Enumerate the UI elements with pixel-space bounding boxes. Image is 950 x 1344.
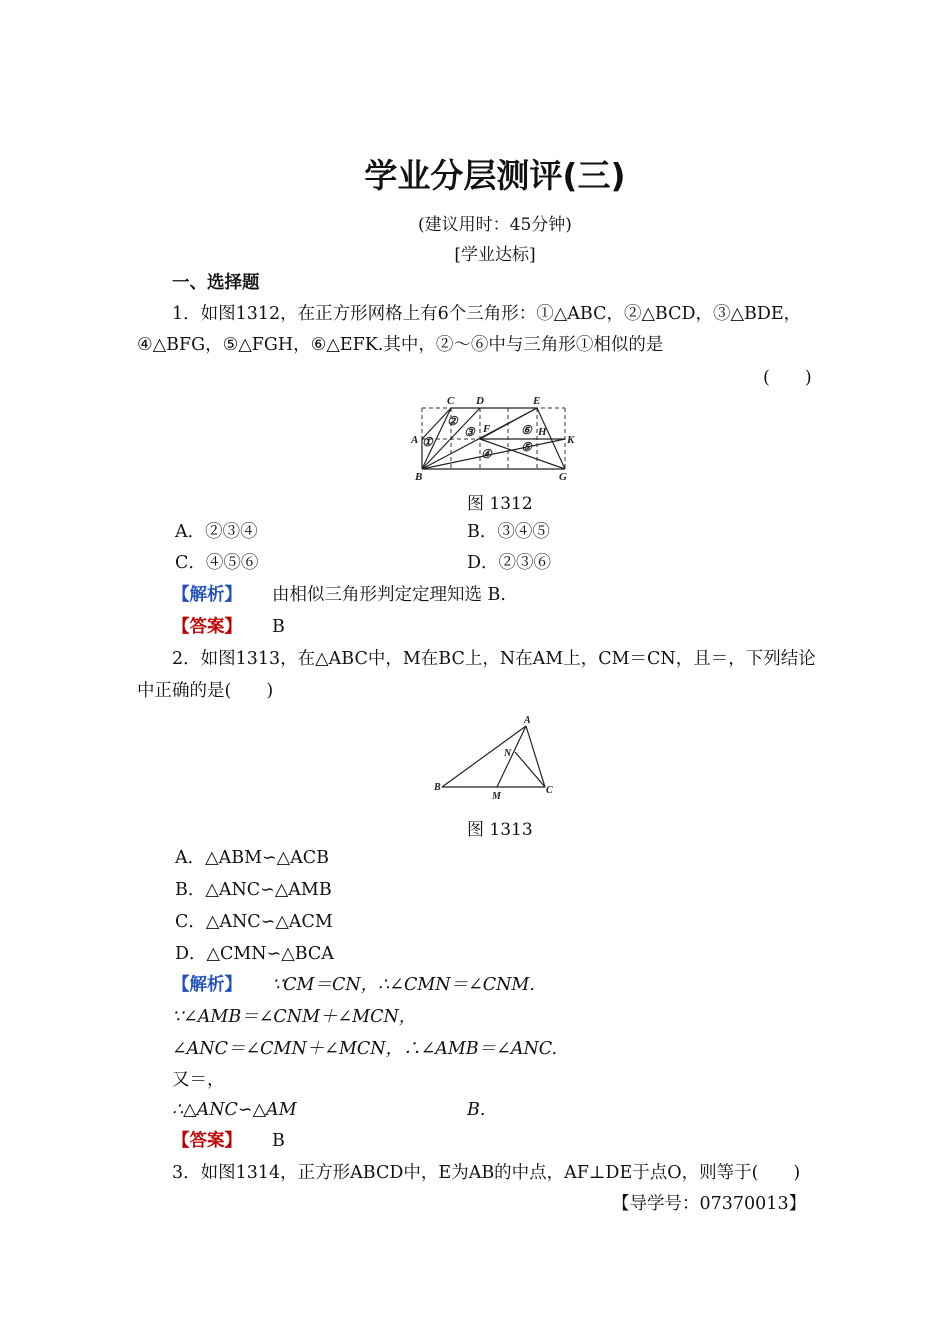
- fig2-label: N: [504, 748, 512, 759]
- fig1-label: A: [411, 434, 419, 446]
- fig2-label: B: [434, 782, 441, 793]
- figure-1313-caption: 图 1313: [467, 820, 533, 840]
- fig1-label: K: [567, 434, 575, 446]
- q2-option-b: B．△ANC∽△AMB: [175, 880, 332, 900]
- fig2-label: A: [524, 715, 531, 726]
- q2-analysis-line: ∠ANC＝∠CMN＋∠MCN，∴∠AMB＝∠ANC.: [172, 1039, 558, 1059]
- fig1-region: ①: [422, 435, 433, 449]
- figure-1312: [405, 390, 585, 485]
- q1-option-c: C．④⑤⑥: [175, 553, 259, 573]
- q2-option-d: D．△CMN∽△BCA: [175, 944, 334, 964]
- q2-option-a: A．△ABM∽△ACB: [175, 848, 330, 868]
- fig1-label: D: [476, 395, 484, 407]
- q2-analysis-tail: B.: [467, 1100, 486, 1120]
- fig1-label: H: [538, 426, 547, 438]
- fig1-label: E: [533, 395, 541, 407]
- fig1-region: ⑤: [521, 440, 532, 454]
- q2-answer-label: 【答案】: [172, 1131, 242, 1151]
- q1-line-1: 1．如图1312，在正方形网格上有6个三角形：①△ABC，②△BCD，③△BDE，: [172, 304, 802, 324]
- q1-line-2: ④△BFG，⑤△FGH，⑥△EFK.其中，②～⑥中与三角形①相似的是: [137, 335, 664, 355]
- q3-line-1: 3．如图1314，正方形ABCD中，E为AB的中点，AF⊥DE于点O，则等于( ): [172, 1163, 801, 1183]
- fig1-region: ②: [447, 414, 458, 428]
- fig1-label: C: [447, 395, 455, 407]
- section-heading: 一、选择题: [172, 273, 260, 293]
- time-note: (建议用时：45分钟): [418, 215, 572, 235]
- q1-option-a: A．②③④: [175, 522, 258, 542]
- q2-answer: B: [272, 1131, 285, 1151]
- figure-1312-caption: 图 1312: [467, 494, 533, 514]
- fig1-region: ⑥: [521, 423, 532, 437]
- q1-answer-label: 【答案】: [172, 617, 242, 637]
- q3-guide-number: 【导学号：07370013】: [612, 1194, 807, 1214]
- fig1-label: F: [483, 423, 491, 435]
- q1-bracket: ( ): [763, 368, 812, 388]
- q2-analysis-line: ∵∠AMB＝∠CNM＋∠MCN，: [172, 1007, 417, 1027]
- q2-analysis-line: ∵CM＝CN，∴∠CMN＝∠CNM.: [272, 975, 535, 995]
- page-title: 学业分层测评(三): [364, 156, 626, 195]
- q1-option-d: D．②③⑥: [467, 553, 552, 573]
- q1-analysis: 由相似三角形判定定理知选 B.: [272, 585, 506, 605]
- figure-1313: [430, 712, 560, 802]
- q2-analysis-line: ∴△ANC∽△AM: [172, 1100, 297, 1120]
- q2-analysis-label: 【解析】: [172, 975, 242, 995]
- section-tag: [学业达标]: [454, 245, 536, 265]
- q2-line-1: 2．如图1313，在△ABC中，M在BC上，N在AM上，CM＝CN，且＝，下列结论: [172, 649, 816, 669]
- q1-option-b: B．③④⑤: [467, 522, 550, 542]
- fig1-label: B: [415, 471, 423, 483]
- q2-line-2: 中正确的是( ): [137, 681, 274, 701]
- fig2-label: C: [546, 785, 553, 796]
- q1-analysis-label: 【解析】: [172, 585, 242, 605]
- q1-answer: B: [272, 617, 285, 637]
- fig1-region: ③: [464, 425, 475, 439]
- q2-option-c: C．△ANC∽△ACM: [175, 912, 333, 932]
- q2-analysis-line: 又＝，: [172, 1070, 225, 1090]
- fig2-label: M: [492, 791, 501, 802]
- fig1-label: G: [559, 471, 567, 483]
- fig1-region: ④: [481, 447, 492, 461]
